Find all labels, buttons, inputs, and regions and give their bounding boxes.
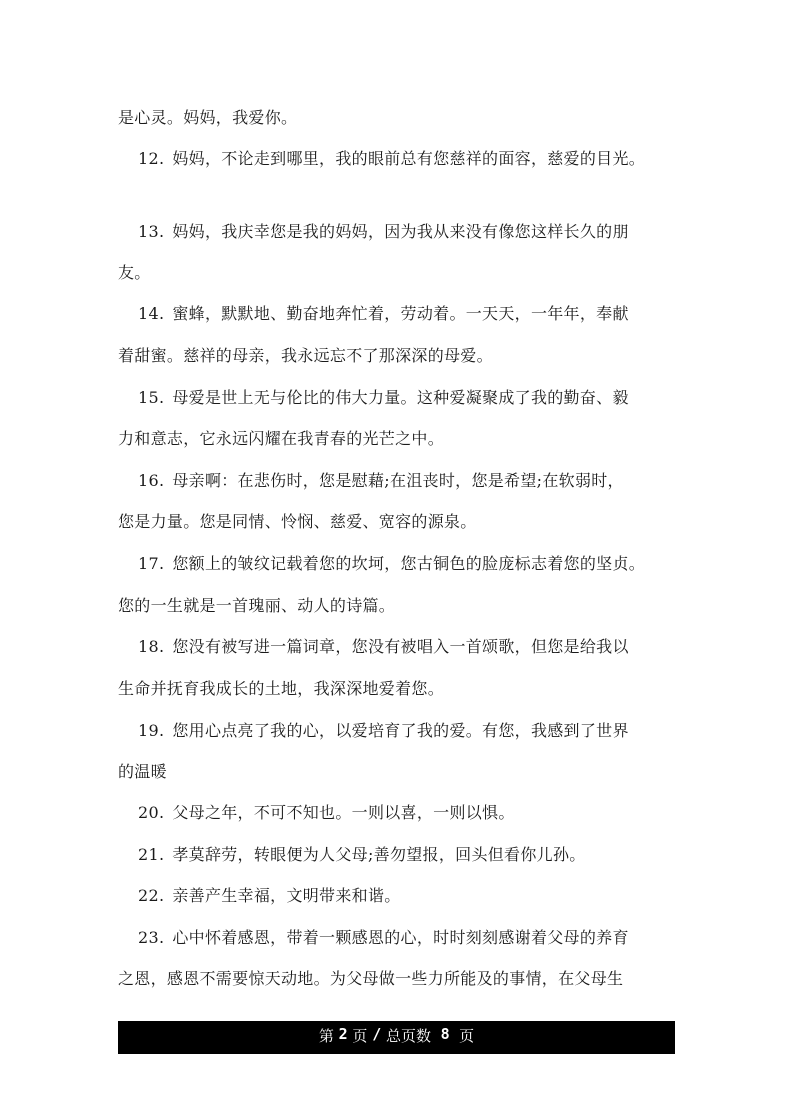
text-line: 之恩，感恩不需要惊天动地。为父母做一些力所能及的事情，在父母生	[118, 969, 624, 988]
item-text: 孝莫辞劳，转眼便为人父母;善勿望报，回头但看你儿孙。	[172, 845, 586, 864]
total-label: 总页数	[386, 1027, 432, 1045]
text-line: 您是力量。您是同情、怜悯、慈爱、宽容的源泉。	[118, 512, 477, 531]
list-item-19	[138, 720, 629, 742]
item-number: 23.	[138, 928, 165, 947]
page-number: 2	[338, 1025, 348, 1043]
text-line: 生命并抚育我成长的土地，我深深地爱着您。	[118, 679, 445, 698]
item-number: 18.	[138, 637, 165, 656]
item-number: 20.	[138, 803, 165, 822]
text-line: 着甜蜜。慈祥的母亲，我永远忘不了那深深的母爱。	[118, 346, 493, 365]
list-item-17	[138, 553, 645, 575]
item-number: 12.	[138, 149, 165, 168]
item-number: 15.	[138, 388, 165, 407]
list-item-21	[138, 844, 586, 866]
list-item-20	[138, 802, 515, 824]
item-number: 19.	[138, 721, 165, 740]
item-text: 母亲啊：在悲伤时，您是慰藉;在沮丧时，您是希望;在软弱时，	[172, 471, 624, 490]
text-line: 的温暖	[118, 762, 167, 781]
item-text: 母爱是世上无与伦比的伟大力量。这种爱凝聚成了我的勤奋、毅	[172, 388, 629, 407]
text-line: 您的一生就是一首瑰丽、动人的诗篇。	[118, 596, 396, 615]
item-number: 16.	[138, 471, 165, 490]
total-pages: 8	[440, 1025, 450, 1043]
text-line: 友。	[118, 263, 151, 282]
item-text: 您用心点亮了我的心，以爱培育了我的爱。有您，我感到了世界	[172, 721, 629, 740]
item-text: 亲善产生幸福，文明带来和谐。	[172, 886, 401, 905]
item-number: 21.	[138, 845, 165, 864]
item-number: 17.	[138, 554, 165, 573]
page-unit: 页	[352, 1027, 368, 1045]
item-text: 妈妈，不论走到哪里，我的眼前总有您慈祥的面容，慈爱的目光。	[172, 149, 646, 168]
page-footer	[118, 1021, 675, 1054]
list-item-12	[138, 148, 645, 170]
item-text: 您没有被写进一篇词章，您没有被唱入一首颂歌，但您是给我以	[172, 637, 629, 656]
footer-prefix: 第	[318, 1027, 334, 1045]
list-item-16	[138, 470, 624, 492]
list-item-18	[138, 636, 629, 658]
text-line: 是心灵。妈妈，我爱你。	[118, 108, 298, 127]
item-number: 13.	[138, 222, 165, 241]
list-item-15	[138, 387, 629, 409]
list-item-22	[138, 885, 401, 907]
text-line: 力和意志，它永远闪耀在我青春的光芒之中。	[118, 429, 445, 448]
item-text: 蜜蜂，默默地、勤奋地奔忙着，劳动着。一天天，一年年，奉献	[172, 304, 629, 323]
item-text: 您额上的皱纹记载着您的坎坷，您古铜色的脸庞标志着您的坚贞。	[172, 554, 646, 573]
footer-separator: /	[372, 1025, 382, 1043]
item-text: 心中怀着感恩，带着一颗感恩的心，时时刻刻感谢着父母的养育	[172, 928, 629, 947]
item-number: 22.	[138, 886, 165, 905]
item-number: 14.	[138, 304, 165, 323]
item-text: 父母之年，不可不知也。一则以喜，一则以惧。	[172, 803, 515, 822]
item-text: 妈妈，我庆幸您是我的妈妈，因为我从来没有像您这样长久的朋	[172, 222, 629, 241]
total-unit: 页	[459, 1027, 475, 1045]
list-item-14	[138, 303, 629, 325]
list-item-13	[138, 221, 629, 243]
list-item-23	[138, 927, 629, 949]
